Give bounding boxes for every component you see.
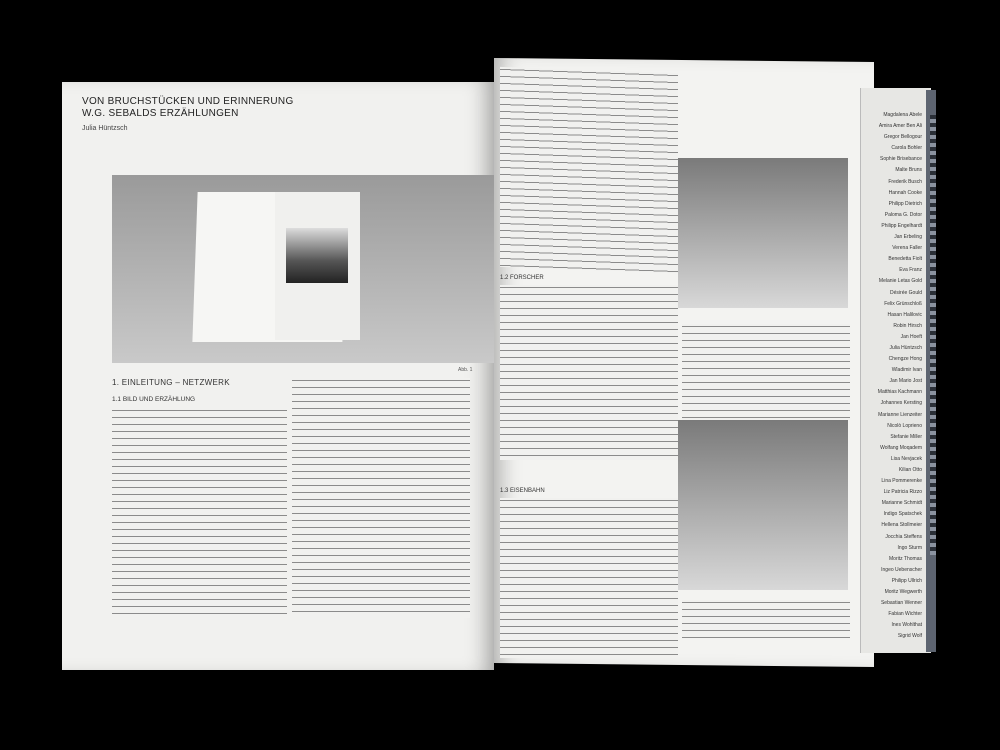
contributor-name: Sophie Brisebance bbox=[880, 156, 922, 163]
contributor-name: Philipp Engelhardt bbox=[881, 222, 922, 229]
contributor-name: Magdalena Abele bbox=[883, 112, 922, 118]
right-body-text-1 bbox=[500, 67, 678, 273]
contributor-name: Jan Mario Jost bbox=[889, 378, 922, 385]
contributor-name: Johannes Kersting bbox=[880, 400, 922, 407]
contributor-name: Kilian Otto bbox=[898, 467, 922, 473]
right-caption-text bbox=[682, 600, 850, 638]
contributor-name: Lisa Nevjacek bbox=[890, 455, 922, 462]
contributor-name: Sigrid Wolf bbox=[897, 633, 922, 640]
contributor-name: Eva Franz bbox=[899, 267, 922, 274]
contributor-name: Robin Hirsch bbox=[893, 322, 922, 329]
contributor-name: Jocchia Steffens bbox=[885, 533, 922, 540]
contributor-name: Matthias Kachmann bbox=[877, 389, 922, 396]
glacier-image bbox=[286, 228, 348, 283]
contributor-name: Stefanie Miller bbox=[890, 433, 922, 440]
contributor-name: Felix Grünschloß bbox=[884, 300, 922, 307]
contributor-name: Hellena Stollmeier bbox=[881, 522, 922, 529]
contributor-name: Wolfang Moqadem bbox=[880, 444, 922, 451]
contributor-name: Amira Amer Ben Ali bbox=[878, 123, 922, 130]
station-photo-2 bbox=[678, 420, 848, 590]
article-title bbox=[82, 96, 294, 120]
body-text-column-2 bbox=[292, 378, 470, 618]
contributor-name: Paloma G. Dotor bbox=[884, 211, 922, 218]
contributor-name: Jan Erbeling bbox=[894, 234, 922, 241]
contributor-name: Marianne Lienzeiter bbox=[878, 411, 922, 418]
right-heading-1: 1.2 FORSCHER bbox=[500, 275, 544, 281]
article-author: Julia Hüntzsch bbox=[82, 125, 128, 132]
contributor-name: Hasan Halilovic bbox=[887, 311, 922, 318]
contributor-name: Moritz Thomas bbox=[889, 555, 922, 562]
contributor-name: Carola Bohler bbox=[891, 145, 922, 152]
contributor-name: Benedetta Fiolt bbox=[888, 256, 922, 263]
right-body-text-3 bbox=[500, 498, 678, 658]
contributor-name: Lina Pommerenke bbox=[881, 478, 922, 485]
contributor-name: Wladimir Ivan bbox=[891, 367, 922, 374]
contributor-name: Philipp Ullrich bbox=[891, 577, 922, 584]
contributor-name: Chengze Hong bbox=[888, 356, 922, 363]
contributor-name: Verena Faller bbox=[892, 245, 922, 252]
contributor-name: Ingeo Uebenscher bbox=[881, 566, 922, 573]
figure-caption: Abb. 1 bbox=[458, 367, 473, 373]
contributor-name: Indigo Spatschek bbox=[883, 511, 922, 518]
contributor-name: Fabian Wichter bbox=[888, 611, 922, 618]
right-body-text-2 bbox=[500, 285, 678, 460]
contributor-name: Nicolò Loprieno bbox=[887, 422, 922, 429]
contributor-name: Frederik Busch bbox=[888, 178, 922, 185]
contributor-name: Philipp Dietrich bbox=[888, 200, 922, 207]
contributor-names bbox=[860, 110, 922, 643]
right-body-text-4 bbox=[682, 324, 850, 420]
contributor-name: Julia Hüntzsch bbox=[889, 344, 922, 351]
title-line-1: VON BRUCHSTÜCKEN UND ERINNERUNG bbox=[82, 96, 294, 107]
contributor-name: Ines Wohlthat bbox=[891, 622, 922, 629]
contributor-name: Moritz Wegwerth bbox=[884, 589, 922, 596]
contributor-name: Désirée Gould bbox=[890, 289, 922, 296]
sub-heading: 1.1 BILD UND ERZÄHLUNG bbox=[112, 396, 196, 403]
section-heading: 1. EINLEITUNG – NETZWERK bbox=[112, 378, 230, 387]
contributor-name: Gregor Bellogour bbox=[883, 134, 922, 141]
contributor-name: Liz Patricia Rizzo bbox=[883, 489, 922, 496]
contributor-name: Hannah Cooke bbox=[888, 189, 922, 196]
station-photo-1 bbox=[678, 158, 848, 308]
contributor-name: Jan Hoeft bbox=[900, 333, 922, 340]
contributor-name: Melanie Letas Gold bbox=[878, 278, 922, 285]
contributor-name: Marianne Schmidt bbox=[881, 500, 922, 507]
right-heading-2: 1.3 EISENBAHN bbox=[500, 488, 545, 494]
body-text-column-1 bbox=[112, 408, 287, 618]
contributor-name: Malte Bruns bbox=[895, 167, 922, 174]
contributor-name: Ingo Sturm bbox=[897, 544, 922, 551]
title-line-2: W.G. SEBALDS ERZÄHLUNGEN bbox=[82, 108, 239, 119]
contributor-name: Sebastian Wenner bbox=[880, 600, 922, 607]
binding-coil bbox=[930, 115, 936, 555]
